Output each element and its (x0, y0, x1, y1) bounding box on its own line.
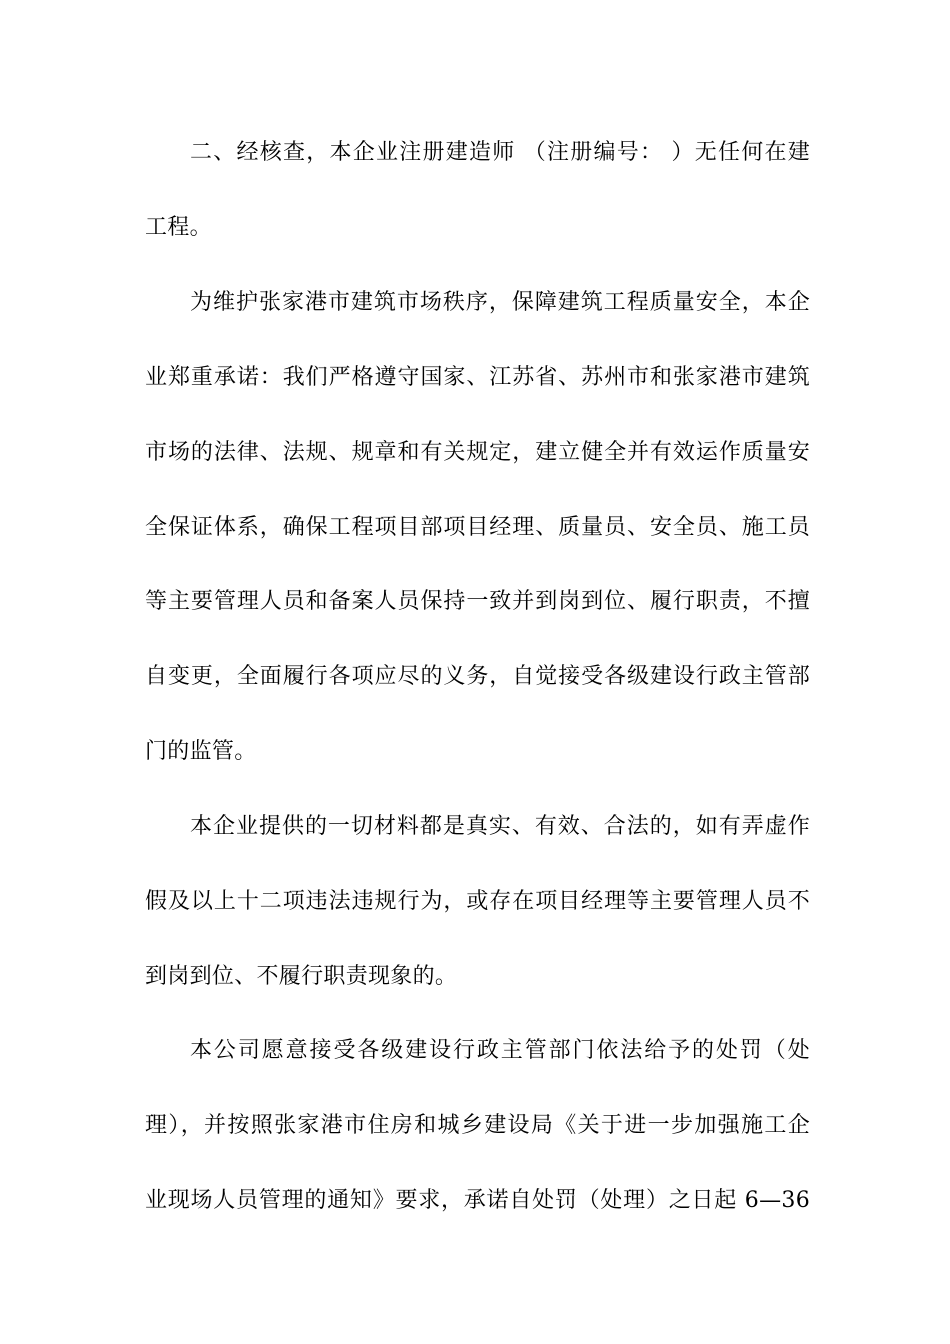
text-line: 理），并按照张家港市住房和城乡建设局《关于进一步加强施工企 (145, 1113, 810, 1138)
text-line: 业现场人员管理的通知》要求，承诺自处罚（处理）之日起 6—36 (145, 1188, 810, 1213)
text-line: 自变更，全面履行各项应尽的义务，自觉接受各级建设行政主管部 (145, 664, 810, 689)
text-line: 本公司愿意接受各级建设行政主管部门依法给予的处罚（处 (190, 1038, 810, 1063)
text-line: 市场的法律、法规、规章和有关规定，建立健全并有效运作质量安 (145, 440, 810, 465)
text-line: 业郑重承诺：我们严格遵守国家、江苏省、苏州市和张家港市建筑 (145, 365, 810, 390)
text-line: 二、经核查，本企业注册建造师 （注册编号： ）无任何在建 (190, 140, 810, 165)
text-line: 工程。 (145, 215, 212, 240)
text-line: 本企业提供的一切材料都是真实、有效、合法的，如有弄虚作 (190, 814, 810, 839)
text-line: 门的监管。 (145, 739, 257, 764)
text-line: 到岗到位、不履行职责现象的。 (145, 964, 458, 989)
text-line: 假及以上十二项违法违规行为，或存在项目经理等主要管理人员不 (145, 889, 810, 914)
text-line: 为维护张家港市建筑市场秩序，保障建筑工程质量安全，本企 (190, 290, 810, 315)
text-line: 全保证体系，确保工程项目部项目经理、质量员、安全员、施工员 (145, 515, 810, 540)
text-line: 等主要管理人员和备案人员保持一致并到岗到位、履行职责，不擅 (145, 589, 810, 614)
